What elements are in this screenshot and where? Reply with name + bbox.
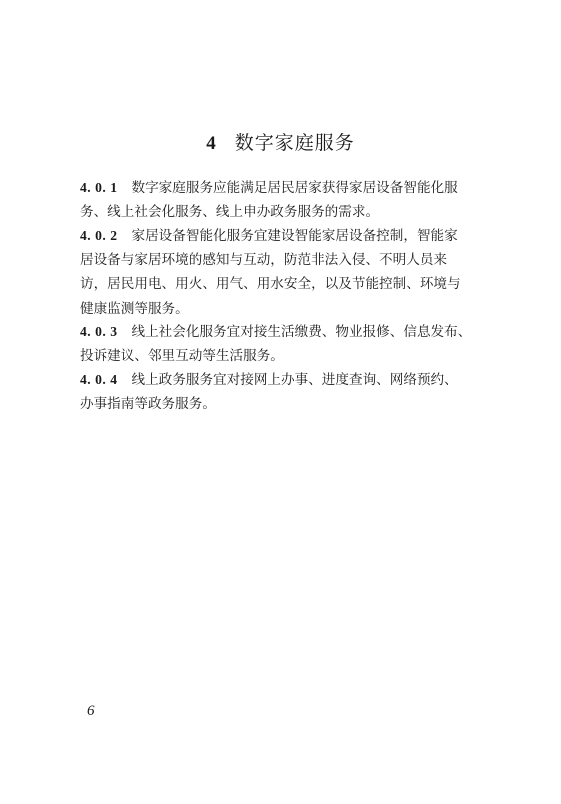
clause-text: 居设备与家居环境的感知与互动，防范非法入侵、不明人员来 (80, 252, 448, 269)
clause-line (80, 368, 488, 392)
clause-number: 4. 0. 3 (80, 324, 118, 339)
clause-text: 访，居民用电、用火、用气、用水安全，以及节能控制、环境与 (80, 276, 461, 293)
clause-text: 投诉建议、邻里互动等生活服务。 (80, 348, 284, 365)
clause-4-0-4 (80, 368, 488, 416)
clause-4-0-1 (80, 176, 488, 224)
clause-text: 健康监测等服务。 (80, 300, 189, 317)
clause-text: 线上政务服务宜对接网上办事、进度查询、网络预约、 (131, 372, 458, 388)
clause-number: 4. 0. 2 (80, 228, 118, 243)
page-number: 6 (87, 703, 95, 719)
chapter-number: 4 (206, 133, 217, 154)
clause-text: 家居设备智能化服务宜建设智能家居设备控制，智能家 (131, 228, 458, 244)
clause-number: 4. 0. 1 (80, 180, 118, 195)
clause-4-0-2 (80, 224, 488, 321)
clause-line (80, 176, 488, 200)
chapter-title-text: 数字家庭服务 (234, 132, 355, 154)
clause-text: 办事指南等政务服务。 (80, 396, 216, 413)
clause-line (80, 320, 488, 344)
clause-4-0-3 (80, 320, 488, 368)
chapter-heading (0, 128, 561, 155)
clause-text: 线上社会化服务宜对接生活缴费、物业报修、信息发布、 (131, 324, 472, 340)
clause-text: 务、线上社会化服务、线上申办政务服务的需求。 (80, 204, 380, 221)
clause-line (80, 224, 488, 248)
clause-text: 数字家庭服务应能满足居民居家获得家居设备智能化服 (131, 180, 458, 196)
clause-number: 4. 0. 4 (80, 372, 118, 387)
